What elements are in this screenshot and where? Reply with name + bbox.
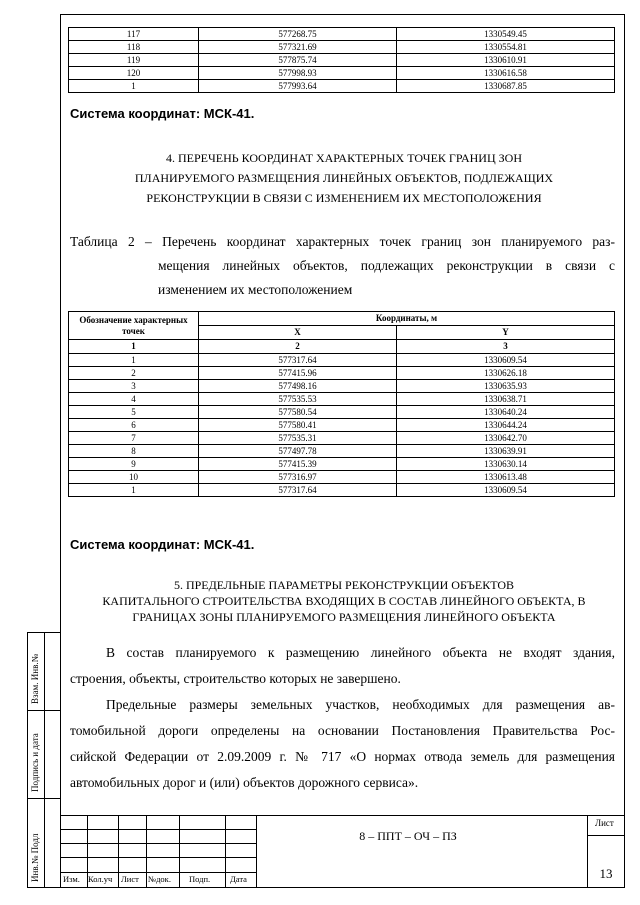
column-number: 2	[199, 340, 397, 354]
y-coordinate-cell: 1330549.45	[397, 28, 615, 41]
point-number-cell: 119	[69, 54, 199, 67]
x-coordinate-cell: 577321.69	[199, 41, 397, 54]
table-row	[69, 484, 615, 497]
section-5-title	[70, 577, 618, 625]
x-coordinate-cell: 577316.97	[199, 471, 397, 484]
coordinates-table-2	[68, 311, 615, 497]
point-number-cell: 1	[69, 80, 199, 93]
left-margin-stamp	[27, 632, 60, 888]
point-number-cell: 6	[69, 419, 199, 432]
title-block-line	[256, 815, 257, 888]
section-5-title-line: 5. ПРЕДЕЛЬНЫЕ ПАРАМЕТРЫ РЕКОНСТРУКЦИИ ОБЪЕКТОВ	[173, 578, 515, 592]
table-row	[69, 380, 615, 393]
section-5-title-line: ГРАНИЦАХ ЗОНЫ ПЛАНИРУЕМОГО РАЗМЕЩЕНИЯ ЛИНЕЙНОГО ОБЪЕКТА	[132, 610, 556, 624]
caption-line: изменением их местоположением	[158, 282, 353, 297]
table-row	[69, 54, 615, 67]
x-coordinate-cell: 577415.96	[199, 367, 397, 380]
stamp-podp-label: Подп.	[189, 874, 211, 884]
x-coordinate-cell: 577497.78	[199, 445, 397, 458]
caption-line: мещения линейных объектов, подлежащих реконструкции в связи с	[158, 258, 615, 273]
x-coordinate-cell: 577268.75	[199, 28, 397, 41]
x-coordinate-cell: 577535.31	[199, 432, 397, 445]
paragraph-line: строения, объекты, строительство которых не завершено.	[70, 671, 401, 686]
title-block-line	[60, 843, 256, 844]
table-row	[69, 367, 615, 380]
title-block-line	[146, 815, 147, 888]
y-coordinate-cell: 1330626.18	[397, 367, 615, 380]
y-coordinate-cell: 1330554.81	[397, 41, 615, 54]
caption-line: Таблица 2 – Перечень координат характерных точек границ зон планируемого раз-	[70, 234, 615, 249]
title-block-line	[60, 872, 256, 873]
title-block-border	[60, 815, 625, 816]
y-coordinate-cell: 1330644.24	[397, 419, 615, 432]
body-text	[70, 640, 615, 796]
header-point-designation: Обозначение характерных точек	[69, 312, 199, 340]
point-number-cell: 1	[69, 354, 199, 367]
y-coordinate-cell: 1330642.70	[397, 432, 615, 445]
section-4-title-line: ПЛАНИРУЕМОГО РАЗМЕЩЕНИЯ ЛИНЕЙНЫХ ОБЪЕКТОВ, ПОДЛЕЖАЩИХ	[134, 171, 554, 185]
sheet-number: 13	[599, 866, 613, 881]
header-y: Y	[397, 326, 615, 340]
section-4-title-line: 4. ПЕРЕЧЕНЬ КООРДИНАТ ХАРАКТЕРНЫХ ТОЧЕК ГРАНИЦ ЗОН	[166, 151, 522, 165]
y-coordinate-cell: 1330630.14	[397, 458, 615, 471]
y-coordinate-cell: 1330616.58	[397, 67, 615, 80]
header-coordinates: Координаты, м	[199, 312, 615, 326]
paragraph-line: В состав планируемого к размещению линейного объекта не входят здания,	[106, 645, 615, 660]
point-number-cell: 2	[69, 367, 199, 380]
y-coordinate-cell: 1330640.24	[397, 406, 615, 419]
paragraph-line: томобильной дороги определены на основании Постановления Правительства Рос-	[70, 723, 615, 738]
sheet-label: Лист	[595, 818, 614, 828]
sidebar-divider	[27, 798, 60, 799]
title-block	[60, 815, 625, 888]
title-block-line	[587, 835, 625, 836]
table-row	[69, 80, 615, 93]
column-number: 1	[69, 340, 199, 354]
point-number-cell: 5	[69, 406, 199, 419]
table-2-caption	[70, 230, 615, 302]
y-coordinate-cell: 1330635.93	[397, 380, 615, 393]
table-row	[69, 41, 615, 54]
title-block-line	[179, 815, 180, 888]
section-4-title	[70, 148, 618, 208]
point-number-cell: 3	[69, 380, 199, 393]
coordinates-table-continuation	[68, 27, 615, 93]
point-number-cell: 7	[69, 432, 199, 445]
paragraph-line: автомобильных дорог и (или) объектов дорожного сервиса».	[70, 775, 419, 790]
title-block-line	[225, 815, 226, 888]
x-coordinate-cell: 577317.64	[199, 354, 397, 367]
y-coordinate-cell: 1330609.54	[397, 354, 615, 367]
coordinate-system-note: Система координат: МСК-41.	[70, 537, 255, 552]
point-number-cell: 120	[69, 67, 199, 80]
y-coordinate-cell: 1330639.91	[397, 445, 615, 458]
document-number: 8 – ППТ – ОЧ – ПЗ	[359, 829, 457, 843]
x-coordinate-cell: 577415.39	[199, 458, 397, 471]
table-row	[69, 471, 615, 484]
x-coordinate-cell: 577535.53	[199, 393, 397, 406]
point-number-cell: 8	[69, 445, 199, 458]
header-x: X	[199, 326, 397, 340]
x-coordinate-cell: 577998.93	[199, 67, 397, 80]
sidebar-value-column	[44, 632, 60, 888]
column-number: 3	[397, 340, 615, 354]
point-number-cell: 1	[69, 484, 199, 497]
point-number-cell: 4	[69, 393, 199, 406]
inv-original-label: Инв.№ Подл	[30, 833, 40, 882]
table-row	[69, 419, 615, 432]
stamp-izm-label: Изм.	[63, 874, 80, 884]
x-coordinate-cell: 577993.64	[199, 80, 397, 93]
x-coordinate-cell: 577580.41	[199, 419, 397, 432]
y-coordinate-cell: 1330638.71	[397, 393, 615, 406]
x-coordinate-cell: 577317.64	[199, 484, 397, 497]
table-row	[69, 67, 615, 80]
section-4-title-line: РЕКОНСТРУКЦИИ В СВЯЗИ С ИЗМЕНЕНИЕМ ИХ МЕСТОПОЛОЖЕНИЯ	[146, 191, 542, 205]
stamp-koluch-label: Кол.уч	[88, 874, 113, 884]
y-coordinate-cell: 1330687.85	[397, 80, 615, 93]
y-coordinate-cell: 1330609.54	[397, 484, 615, 497]
table-row	[69, 458, 615, 471]
table-row	[69, 432, 615, 445]
stamp-data-label: Дата	[230, 874, 247, 884]
table-row	[69, 354, 615, 367]
paragraph-line: сийской Федерации от 2.09.2009 г. № 717 «О нормах отвода земель для размещения	[70, 749, 615, 764]
point-number-cell: 9	[69, 458, 199, 471]
x-coordinate-cell: 577498.16	[199, 380, 397, 393]
stamp-list-label: Лист	[121, 874, 139, 884]
point-number-cell: 10	[69, 471, 199, 484]
signature-date-label: Подпись и дата	[30, 733, 40, 792]
table-row	[69, 28, 615, 41]
title-block-line	[60, 857, 256, 858]
x-coordinate-cell: 577875.74	[199, 54, 397, 67]
vzam-inv-label: Взам. Инв.№	[30, 653, 40, 704]
table-row	[69, 393, 615, 406]
point-number-cell: 117	[69, 28, 199, 41]
y-coordinate-cell: 1330613.48	[397, 471, 615, 484]
table-row	[69, 445, 615, 458]
stamp-ndok-label: №док.	[148, 874, 171, 884]
paragraph-line: Предельные размеры земельных участков, необходимых для размещения ав-	[106, 697, 615, 712]
table-row	[69, 406, 615, 419]
title-block-line	[118, 815, 119, 888]
coordinate-system-note: Система координат: МСК-41.	[70, 106, 255, 121]
x-coordinate-cell: 577580.54	[199, 406, 397, 419]
title-block-line	[60, 829, 256, 830]
sidebar-divider	[27, 710, 60, 711]
y-coordinate-cell: 1330610.91	[397, 54, 615, 67]
section-5-title-line: КАПИТАЛЬНОГО СТРОИТЕЛЬСТВА ВХОДЯЩИХ В СОСТАВ ЛИНЕЙНОГО ОБЪЕКТА, В	[102, 594, 586, 608]
point-number-cell: 118	[69, 41, 199, 54]
